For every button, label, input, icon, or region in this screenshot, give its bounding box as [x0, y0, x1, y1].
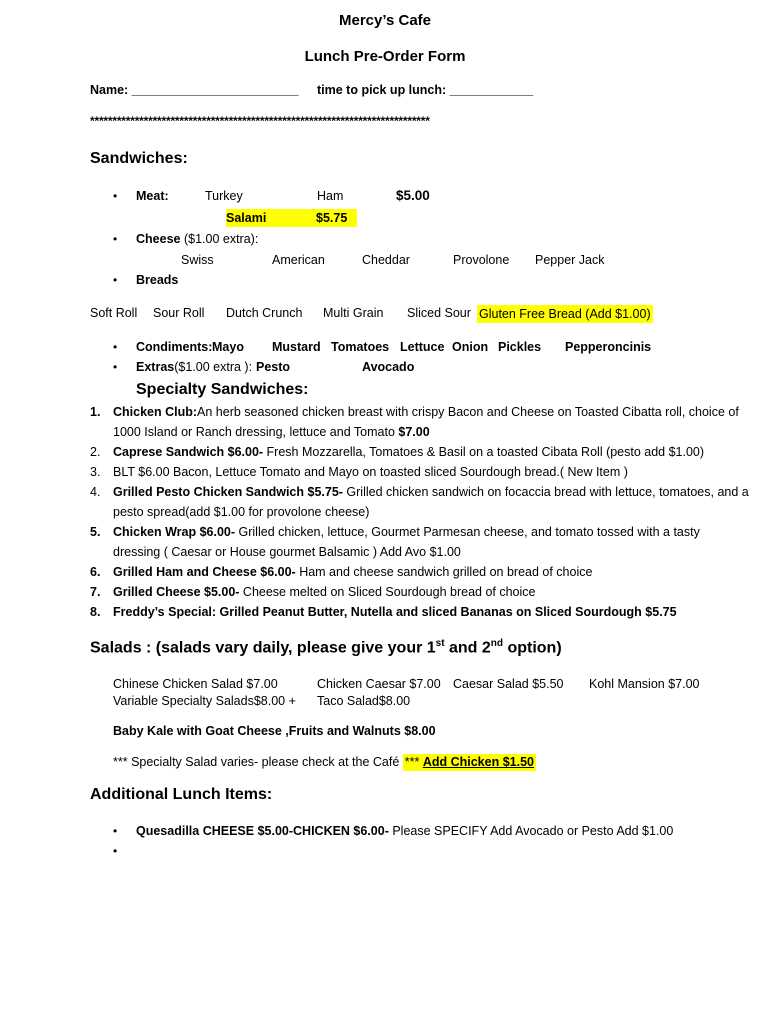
- item-description: Ham and cheese sandwich grilled on bread of choice: [295, 565, 593, 579]
- item-description: Cheese melted on Sliced Sourdough bread of choice: [239, 585, 536, 599]
- bread-sour-roll: Sour Roll: [153, 306, 205, 320]
- add-chicken-price: Add Chicken $1.50: [422, 755, 534, 769]
- quesadilla-prices: Quesadilla CHEESE $5.00-CHICKEN $6.00-: [136, 824, 389, 838]
- add-chicken-highlight: [403, 754, 536, 771]
- item-number: 4.: [90, 485, 101, 499]
- bread-dutch-crunch: Dutch Crunch: [226, 306, 303, 320]
- bullet-breads: •: [113, 273, 118, 287]
- item-number: 5.: [90, 525, 101, 539]
- bullet-extras: •: [113, 360, 118, 374]
- salad-taco: Taco Salad$8.00: [317, 694, 411, 708]
- add-chicken-stars: ***: [404, 755, 420, 769]
- bread-soft-roll: Soft Roll: [90, 306, 138, 320]
- condiment-pepperoncinis: Pepperoncinis: [565, 340, 652, 354]
- pickup-time-label: time to pick up lunch: ____________: [317, 83, 534, 97]
- condiment-pickles: Pickles: [498, 340, 542, 354]
- specialty-item-blt: [90, 462, 750, 482]
- breads-label: Breads: [136, 273, 179, 287]
- condiment-tomatoes: Tomatoes: [331, 340, 390, 354]
- cheese-american: American: [272, 253, 325, 267]
- cheese-swiss: Swiss: [181, 253, 214, 267]
- bread-sliced-sour: Sliced Sour: [407, 306, 471, 320]
- specialty-item-grilled-pesto-chicken: [90, 482, 750, 522]
- salad-caesar: Caesar Salad $5.50: [453, 677, 564, 691]
- specialty-salad-note: [113, 755, 536, 769]
- extra-pesto: Pesto: [256, 360, 291, 374]
- specialty-item-grilled-cheese: [90, 582, 750, 602]
- salads-heading-sup-first: st: [435, 638, 445, 649]
- item-name: Freddy’s Special: Grilled Peanut Butter, Nutella and sliced Bananas on Sliced Sourdough $5.75: [113, 605, 677, 619]
- item-description: Grilled chicken sandwich on focaccia bread with lettuce, tomatoes, and a pesto spread(add $1.00 for provolone cheese): [113, 485, 749, 519]
- specialty-item-grilled-ham-cheese: [90, 562, 750, 582]
- specialty-salad-note-text: *** Specialty Salad varies- please check at the Café: [113, 755, 403, 769]
- bread-multi-grain: Multi Grain: [323, 306, 384, 320]
- meat-ham: Ham: [317, 189, 344, 203]
- meat-price: $5.00: [396, 188, 430, 203]
- extras-line: [136, 360, 252, 374]
- salami-option: Salami: [226, 209, 311, 227]
- item-name: Chicken Club:: [113, 405, 198, 419]
- separator-line: ****************************************************************************: [90, 114, 430, 128]
- condiment-lettuce: Lettuce: [400, 340, 445, 354]
- name-field-label: Name: ________________________: [90, 83, 299, 97]
- salads-heading-text: Salads : (salads vary daily, please give your 1: [90, 639, 436, 657]
- item-description: Fresh Mozzarella, Tomatoes & Basil on a toasted Cibata Roll (pesto add $1.00): [263, 445, 705, 459]
- item-price: $7.00: [398, 425, 430, 439]
- condiments-label: Condiments:: [136, 340, 213, 354]
- item-number: 2.: [90, 445, 101, 459]
- item-number: 1.: [90, 405, 101, 419]
- additional-heading: Additional Lunch Items:: [90, 786, 273, 803]
- cafe-name: Mercy’s Cafe: [339, 12, 431, 29]
- form-title: Lunch Pre-Order Form: [304, 48, 466, 65]
- item-name: Caprese Sandwich $6.00-: [113, 445, 264, 459]
- extra-avocado: Avocado: [362, 360, 415, 374]
- item-name: Grilled Cheese $5.00-: [113, 585, 240, 599]
- cheese-provolone: Provolone: [453, 253, 510, 267]
- item-name: Grilled Pesto Chicken Sandwich $5.75-: [113, 485, 343, 499]
- bullet-quesadilla: •: [113, 824, 118, 838]
- item-name: Chicken Wrap $6.00-: [113, 525, 236, 539]
- item-name: Grilled Ham and Cheese $6.00-: [113, 565, 296, 579]
- specialty-item-chicken-club: [90, 402, 750, 442]
- sandwiches-heading: Sandwiches:: [90, 150, 188, 167]
- item-number: 3.: [90, 465, 101, 479]
- cheese-pepper-jack: Pepper Jack: [535, 253, 605, 267]
- cheese-cheddar: Cheddar: [362, 253, 410, 267]
- salads-heading-text-end: option): [503, 639, 562, 657]
- bullet-condiments: •: [113, 340, 118, 354]
- cheese-label: Cheese: [136, 232, 181, 246]
- salad-chinese-chicken: Chinese Chicken Salad $7.00: [113, 677, 278, 691]
- salad-kohl-mansion: Kohl Mansion $7.00: [589, 677, 700, 691]
- bullet-cheese: •: [113, 232, 118, 246]
- bullet-empty: •: [113, 844, 118, 858]
- salad-baby-kale: Baby Kale with Goat Cheese ,Fruits and Walnuts $8.00: [113, 724, 436, 738]
- condiment-onion: Onion: [452, 340, 489, 354]
- bullet-meat: •: [113, 189, 118, 203]
- salad-variable-specialty: Variable Specialty Salads$8.00 +: [113, 694, 296, 708]
- specialty-item-chicken-wrap: [90, 522, 750, 562]
- cheese-extra-price: ($1.00 extra):: [183, 232, 259, 246]
- cheese-line: [136, 232, 258, 246]
- salami-price: $5.75: [311, 209, 357, 227]
- item-number: 6.: [90, 565, 101, 579]
- extras-price: ($1.00 extra ):: [174, 360, 253, 374]
- item-description: An herb seasoned chicken breast with crispy Bacon and Cheese on Toasted Cibatta roll, choice of 1000 Island or Ranch dressing, lettuce and Tomato: [113, 405, 739, 439]
- meat-turkey: Turkey: [205, 189, 243, 203]
- quesadilla-note: Please SPECIFY Add Avocado or Pesto Add $1.00: [388, 824, 674, 838]
- salads-heading-text-mid: and 2: [444, 639, 491, 657]
- item-number: 7.: [90, 585, 101, 599]
- item-number: 8.: [90, 605, 101, 619]
- extras-label: Extras: [136, 360, 175, 374]
- item-description: BLT $6.00 Bacon, Lettuce Tomato and Mayo on toasted sliced Sourdough bread.( New Item ): [113, 465, 628, 479]
- salad-chicken-caesar: Chicken Caesar $7.00: [317, 677, 441, 691]
- meat-label: Meat:: [136, 189, 169, 203]
- salads-heading-sup-second: nd: [490, 638, 504, 649]
- condiment-mayo: Mayo: [212, 340, 244, 354]
- condiment-mustard: Mustard: [272, 340, 321, 354]
- quesadilla-item: [136, 824, 673, 838]
- specialty-sandwich-list: [90, 402, 750, 622]
- specialty-item-caprese: [90, 442, 750, 462]
- salads-heading: [90, 638, 562, 657]
- gluten-free-bread: Gluten Free Bread (Add $1.00): [479, 307, 651, 321]
- specialty-heading: Specialty Sandwiches:: [136, 381, 309, 398]
- specialty-item-freddys-special: [90, 602, 750, 622]
- item-description: Grilled chicken, lettuce, Gourmet Parmesan cheese, and tomato tossed with a tasty dressing ( Caesar or House gourmet Balsamic ) Add Avo $1.00: [113, 525, 700, 559]
